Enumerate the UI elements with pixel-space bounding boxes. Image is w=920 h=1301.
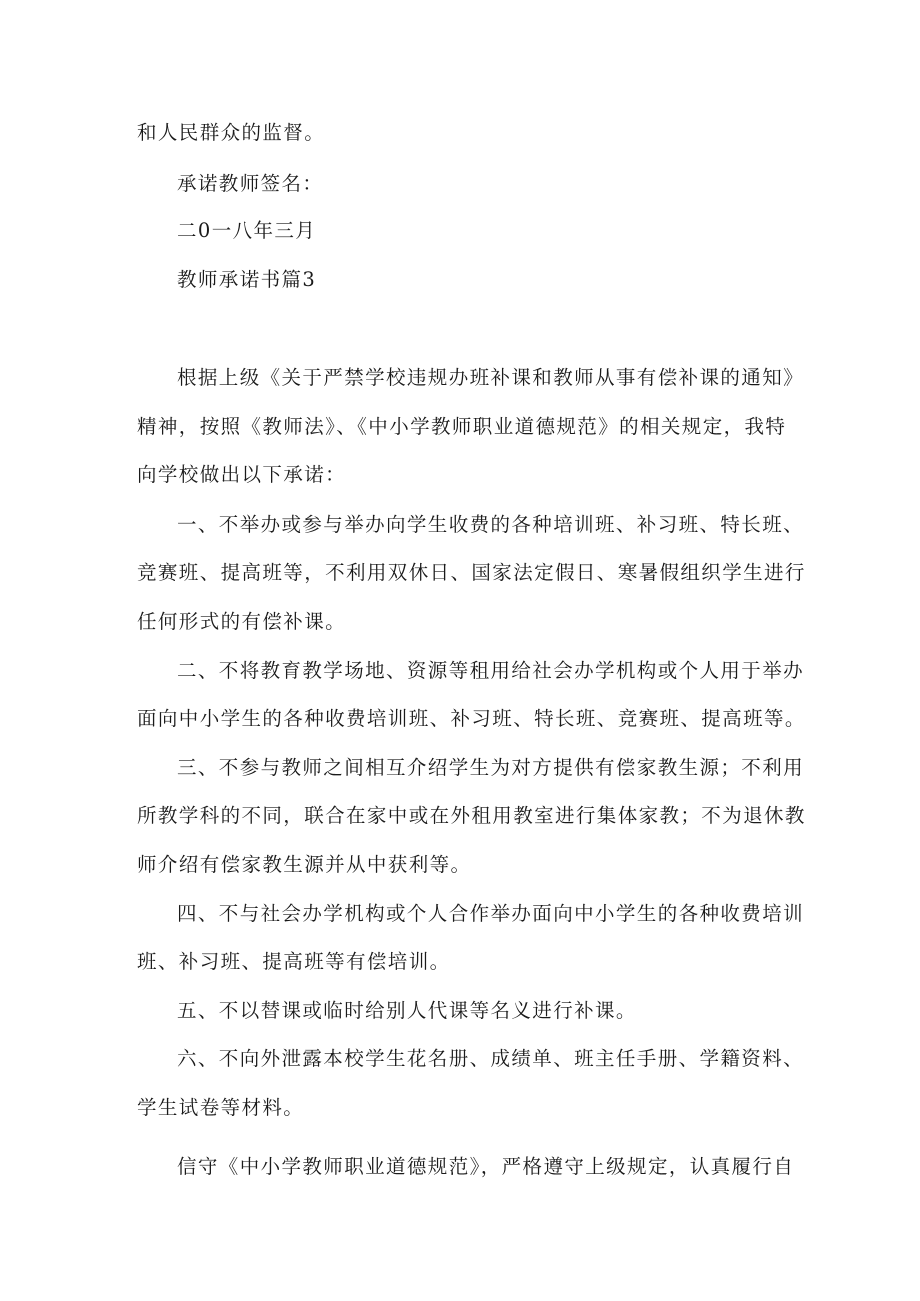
closing-line: 和人民群众的监督。 (137, 121, 326, 144)
paragraph-intro-line-1: 根据上级《关于严禁学校违规办班补课和教师从事有偿补课的通知》 (177, 366, 805, 389)
pledge-3-line-1: 三、不参与教师之间相互介绍学生为对方提供有偿家教生源；不利用 (177, 756, 805, 779)
pledge-2-line-1: 二、不将教育教学场地、资源等租用给社会办学机构或个人用于举办 (177, 659, 805, 682)
pledge-3-line-3: 师介绍有偿家教生源并从中获利等。 (137, 853, 472, 876)
pledge-1-line-3: 任何形式的有偿补课。 (137, 610, 347, 633)
pledge-4-line-2: 班、补习班、提高班等有偿培训。 (137, 950, 451, 973)
pledge-4-line-1: 四、不与社会办学机构或个人合作举办面向中小学生的各种收费培训 (177, 902, 805, 925)
pledge-3-line-2: 所教学科的不同，联合在家中或在外租用教室进行集体家教；不为退休教 (137, 804, 806, 827)
pledge-1-line-1: 一、不举办或参与举办向学生收费的各种培训班、补习班、特长班、 (177, 513, 805, 536)
pledge-6-line-1: 六、不向外泄露本校学生花名册、成绩单、班主任手册、学籍资料、 (177, 1047, 805, 1070)
paragraph-intro-line-3: 向学校做出以下承诺： (137, 463, 347, 486)
pledge-5-line-1: 五、不以替课或临时给别人代课等名义进行补课。 (177, 999, 637, 1022)
date-line: 二0一八年三月 (177, 219, 317, 242)
closing-paragraph-line-1: 信守《中小学教师职业道德规范》，严格遵守上级规定，认真履行自 (177, 1155, 795, 1178)
section-title: 教师承诺书篇3 (177, 268, 317, 291)
pledge-6-line-2: 学生试卷等材料。 (137, 1096, 305, 1119)
pledge-2-line-2: 面向中小学生的各种收费培训班、补习班、特长班、竞赛班、提高班等。 (137, 707, 806, 730)
signature-label: 承诺教师签名： (177, 172, 324, 195)
paragraph-intro-line-2: 精神，按照《教师法》、《中小学教师职业道德规范》的相关规定，我特 (137, 415, 787, 438)
pledge-1-line-2: 竞赛班、提高班等，不利用双休日、国家法定假日、寒暑假组织学生进行 (137, 561, 806, 584)
